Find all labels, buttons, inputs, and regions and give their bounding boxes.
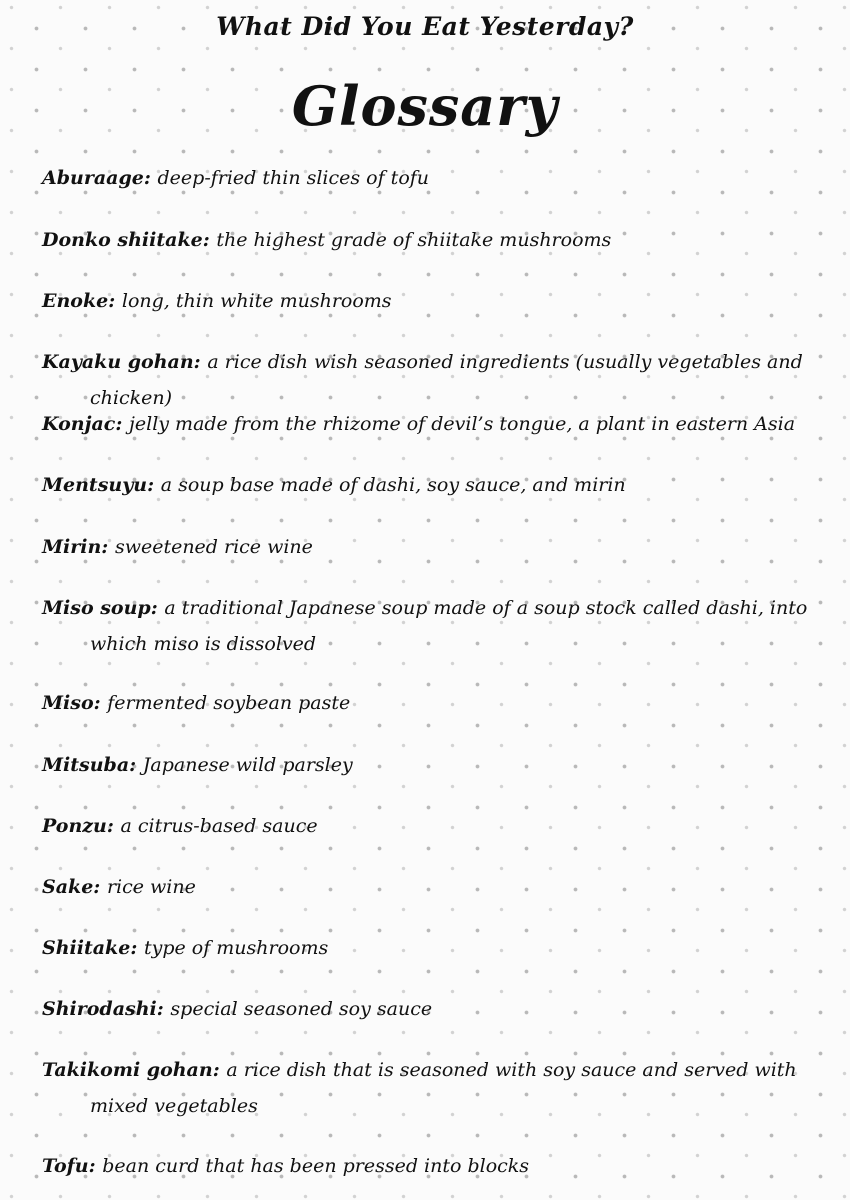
glossary-entry-mentsuyu: Mentsuyu: a soup base made of dashi, soy sauce, and mirin	[42, 474, 626, 496]
glossary-entry-takikomi-gohan: Takikomi gohan: a rice dish that is seasoned with soy sauce and served with mixed vegetables	[42, 1059, 797, 1117]
glossary-term: Miso soup	[42, 597, 151, 619]
glossary-definition: a citrus-based sauce	[120, 815, 318, 837]
glossary-entry-miso: Miso: fermented soybean paste	[42, 692, 351, 714]
glossary-term: Sake	[42, 876, 94, 898]
glossary-term: Miso	[42, 692, 94, 714]
glossary-term: Enoke	[42, 290, 109, 312]
glossary-entry-miso-soup: Miso soup: a traditional Japanese soup made of a soup stock called dashi, into which miso is dissolved	[42, 597, 808, 655]
glossary-term: Aburaage	[42, 167, 144, 189]
glossary-definition: a soup base made of dashi, soy sauce, and mirin	[160, 474, 626, 496]
glossary-entry-ponzu: Ponzu: a citrus-based sauce	[42, 815, 318, 837]
glossary-term: Donko shiitake	[42, 229, 203, 251]
glossary-definition: sweetened rice wine	[114, 536, 313, 558]
glossary-entry-enoke: Enoke: long, thin white mushrooms	[42, 290, 392, 312]
glossary-entry-shiitake: Shiitake: type of mushrooms	[42, 937, 329, 959]
glossary-definition: bean curd that has been pressed into blocks	[102, 1155, 530, 1177]
glossary-term: Tofu	[42, 1155, 89, 1177]
glossary-definition: a rice dish wish seasoned ingredients (usually vegetables and chicken)	[90, 351, 803, 409]
glossary-definition: deep-fried thin slices of tofu	[157, 167, 430, 189]
glossary-definition: type of mushrooms	[143, 937, 329, 959]
glossary-definition: a rice dish that is seasoned with soy sauce and served with mixed vegetables	[90, 1059, 797, 1117]
glossary-term: Konjac	[42, 413, 116, 435]
glossary-definition: long, thin white mushrooms	[121, 290, 392, 312]
glossary-entry-shirodashi: Shirodashi: special seasoned soy sauce	[42, 998, 433, 1020]
glossary-entry-sake: Sake: rice wine	[42, 876, 196, 898]
glossary-term: Kayaku gohan	[42, 351, 194, 373]
glossary-entry-konjac: Konjac: jelly made from the rhizome of devil’s tongue, a plant in eastern Asia	[42, 413, 796, 435]
glossary-definition: jelly made from the rhizome of devil’s tongue, a plant in eastern Asia	[128, 413, 796, 435]
glossary-definition: rice wine	[106, 876, 196, 898]
glossary-definition: Japanese wild parsley	[142, 754, 353, 776]
glossary-definition: a traditional Japanese soup made of a soup stock called dashi, into which miso is dissolved	[90, 597, 808, 655]
series-title: What Did You Eat Yesterday?	[216, 12, 634, 41]
glossary-term: Shirodashi	[42, 998, 157, 1020]
glossary-term: Ponzu	[42, 815, 107, 837]
page-title: Glossary	[291, 74, 559, 138]
glossary-entry-donko-shiitake: Donko shiitake: the highest grade of shiitake mushrooms	[42, 229, 612, 251]
glossary-entry-mirin: Mirin: sweetened rice wine	[42, 536, 313, 558]
glossary-term: Mitsuba	[42, 754, 130, 776]
glossary-entry-aburaage: Aburaage: deep-fried thin slices of tofu	[42, 167, 430, 189]
glossary-definition: special seasoned soy sauce	[170, 998, 433, 1020]
glossary-entry-tofu: Tofu: bean curd that has been pressed into blocks	[42, 1155, 530, 1177]
glossary-definition: the highest grade of shiitake mushrooms	[216, 229, 612, 251]
glossary-entry-mitsuba: Mitsuba: Japanese wild parsley	[42, 754, 353, 776]
glossary-entry-kayaku-gohan: Kayaku gohan: a rice dish wish seasoned ingredients (usually vegetables and chicken)	[42, 351, 803, 409]
glossary-term: Mentsuyu	[42, 474, 148, 496]
glossary-term: Mirin	[42, 536, 102, 558]
glossary-term: Shiitake	[42, 937, 131, 959]
glossary-term: Takikomi gohan	[42, 1059, 213, 1081]
glossary-definition: fermented soybean paste	[107, 692, 351, 714]
